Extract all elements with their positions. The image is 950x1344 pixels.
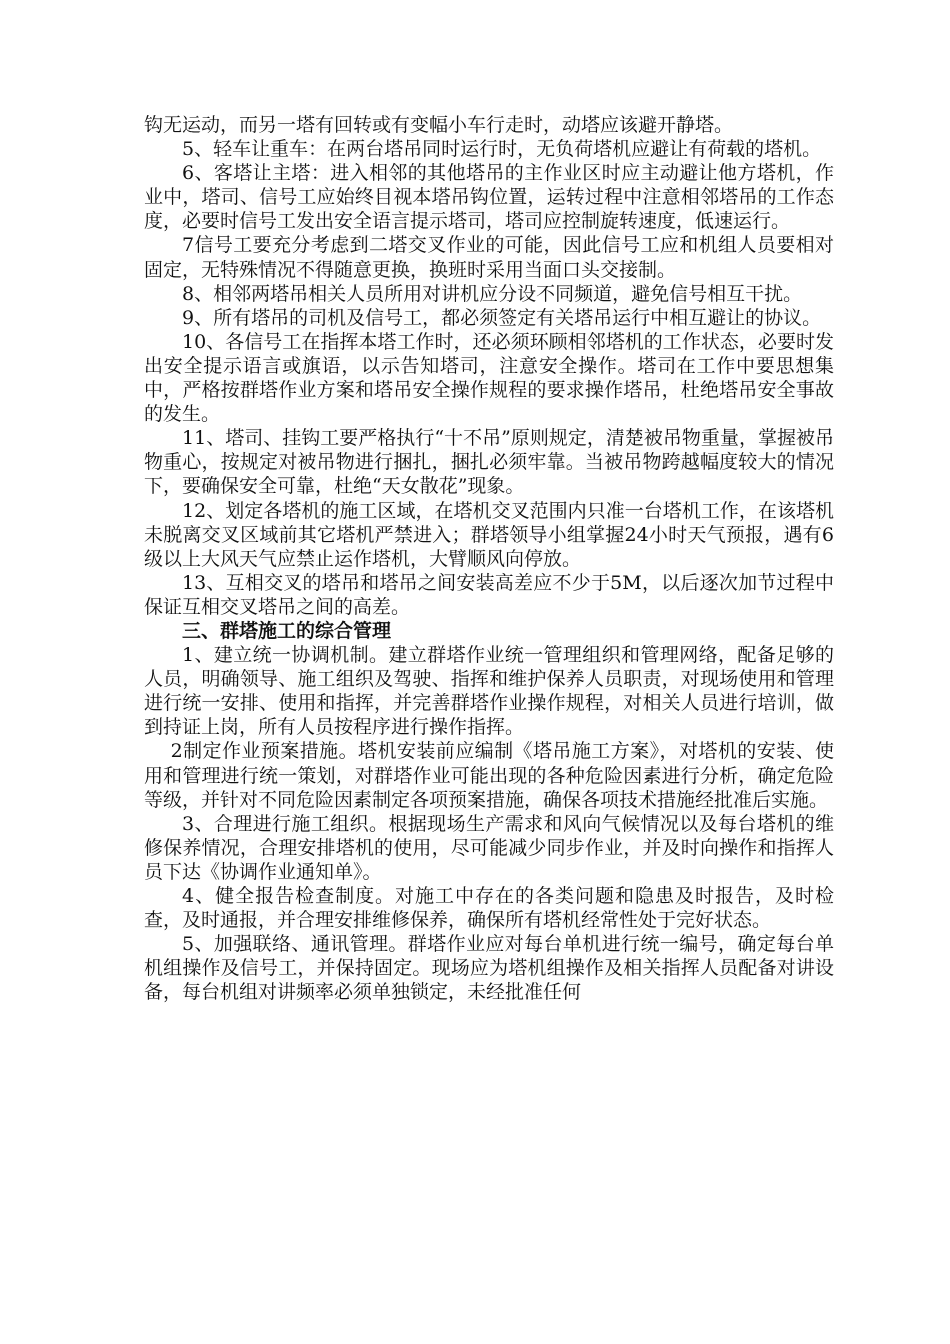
paragraph-continuation: 钩无运动，而另一塔有回转或有变幅小车行走时，动塔应该避开静塔。 [144, 114, 734, 136]
section-paragraph-3: 3、合理进行施工组织。根据现场生产需求和风向气候情况以及每台塔机的维修保养情况，合理安排塔机的使用，尽可能减少同步作业，并及时向操作和指挥人员下达《协调作业通知单》。 [144, 812, 834, 883]
document-page [144, 113, 834, 1004]
paragraph-item-6: 6、客塔让主塔：进入相邻的其他塔吊的主作业区时应主动避让他方塔机，作业中，塔司、信号工应始终目视本塔吊钩位置，运转过程中注意相邻塔吊的工作态度，必要时信号工发出安全语言提示塔司，塔司应控制旋转速度，低速运行。 [144, 162, 834, 233]
paragraph-item-12: 12、划定各塔机的施工区域，在塔机交叉范围内只准一台塔机工作，在该塔机未脱离交叉区域前其它塔机严禁进入；群塔领导小组掌握24小时天气预报，遇有6级以上大风天气应禁止运作塔机，大臂顺风向停放。 [144, 499, 834, 570]
paragraph-item-5: 5、轻车让重车：在两台塔吊同时运行时，无负荷塔机应避让有荷载的塔机。 [182, 138, 822, 161]
paragraph-item-7: 7信号工要充分考虑到二塔交叉作业的可能，因此信号工应和机组人员要相对固定，无特殊情况不得随意更换，换班时采用当面口头交接制。 [144, 234, 834, 281]
section-paragraph-4: 4、健全报告检查制度。对施工中存在的各类问题和隐患及时报告，及时检查，及时通报，并合理安排维修保养，确保所有塔机经常性处于完好状态。 [144, 885, 834, 932]
paragraph-item-8: 8、相邻两塔吊相关人员所用对讲机应分设不同频道，避免信号相互干扰。 [182, 282, 803, 305]
section-heading: 三、群塔施工的综合管理 [182, 619, 392, 642]
section-paragraph-1: 1、建立统一协调机制。建立群塔作业统一管理组织和管理网络，配备足够的人员，明确领导、施工组织及驾驶、指挥和维护保养人员职责，对现场使用和管理进行统一安排、使用和指挥，并完善群塔作业操作规程，对相关人员进行培训，做到持证上岗，所有人员按程序进行操作指挥。 [144, 644, 834, 739]
paragraph-item-10: 10、各信号工在指挥本塔工作时，还必须环顾相邻塔机的工作状态，必要时发出安全提示语言或旗语，以示告知塔司，注意安全操作。塔司在工作中要思想集中，严格按群塔作业方案和塔吊安全操作规程的要求操作塔吊，杜绝塔吊安全事故的发生。 [144, 330, 834, 426]
section-paragraph-5: 5、加强联络、通讯管理。群塔作业应对每台单机进行统一编号，确定每台单机组操作及信号工，并保持固定。现场应为塔机组操作及相关指挥人员配备对讲设备，每台机组对讲频率必须单独锁定，未经批准任何 [144, 933, 834, 1004]
paragraph-item-13: 13、互相交叉的塔吊和塔吊之间安装高差应不少于5M，以后逐次加节过程中保证互相交叉塔吊之间的高差。 [144, 571, 834, 618]
section-paragraph-2: 2制定作业预案措施。塔机安装前应编制《塔吊施工方案》，对塔机的安装、使用和管理进行统一策划，对群塔作业可能出现的各种危险因素进行分析，确定危险等级，并针对不同危险因素制定各项预案措施，确保各项技术措施经批准后实施。 [144, 740, 834, 811]
paragraph-item-11: 11、塔司、挂钩工要严格执行“十不吊”原则规定，清楚被吊物重量，掌握被吊物重心，按规定对被吊物进行捆扎，捆扎必须牢靠。当被吊物跨越幅度较大的情况下，要确保安全可靠，杜绝“天女散花”现象。 [144, 427, 834, 498]
paragraph-item-9: 9、所有塔吊的司机及信号工，都必须签定有关塔吊运行中相互避让的协议。 [182, 306, 822, 329]
